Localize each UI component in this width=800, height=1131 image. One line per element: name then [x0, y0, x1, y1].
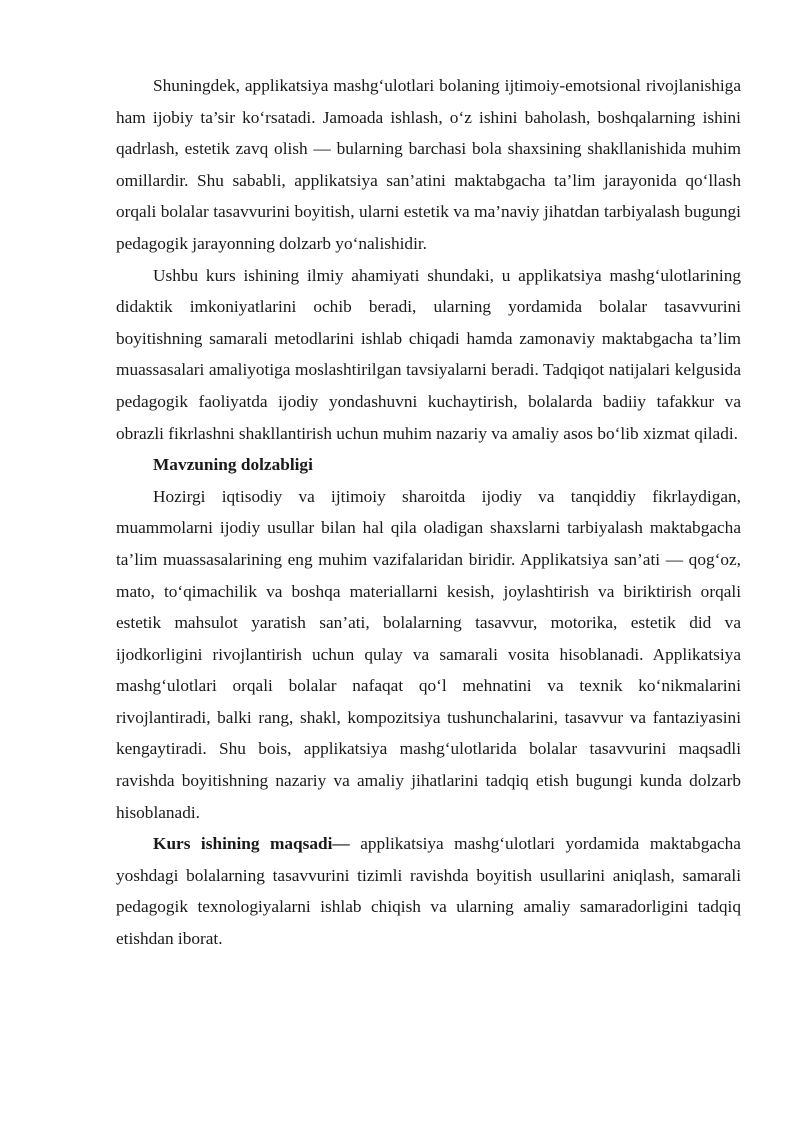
goal-lead-text: Kurs ishining maqsadi—: [153, 834, 350, 854]
paragraph-scientific-significance: Ushbu kurs ishining ilmiy ahamiyati shundaki, u applikatsiya mashg‘ulotlarining didaktik imkoniyatlarini ochib beradi, ularning yordamida bolalar tasavvurini boyitishning samarali metodlarini ishlab chiqadi hamda zamonaviy maktabgacha ta’lim muassasalari amaliyotiga moslashtirilgan tavsiyalarni beradi. Tadqiqot natijalari kelgusida pedagogik faoliyatda ijodiy yondashuvni kuchaytirish, bolalarda badiiy tafakkur va obrazli fikrlashni shakllantirish uchun muhim nazariy va amaliy asos bo‘lib xizmat qiladi.: [116, 265, 741, 443]
section-heading-relevance: Mavzuning dolzabligi: [153, 455, 313, 475]
paragraph-relevance: Hozirgi iqtisodiy va ijtimoiy sharoitda ijodiy va tanqiddiy fikrlaydigan, muammolarni ijodiy usullar bilan hal qila oladigan shaxslarni tarbiyalash maktabgacha ta’lim muassasalarining eng muhim vazifalaridan biridir. Applikatsiya san’ati — qog‘oz, mato, to‘qimachilik va boshqa materiallarni kesish, joylashtirish va biriktirish orqali estetik mahsulot yaratish san’ati, bolalarning tasavvur, motorika, estetik did va ijodkorligini rivojlantirish uchun qulay va samarali vosita hisoblanadi. Applikatsiya mashg‘ulotlari orqali bolalar nafaqat qo‘l mehnatini va texnik ko‘nikmalarini rivojlantiradi, balki rang, shakl, kompozitsiya tushunchalarini, tasavvur va fantaziyasini kengaytiradi. Shu bois, applikatsiya mashg‘ulotlarida bolalar tasavvurini maqsadli ravishda boyitishning nazariy va amaliy jihatlarini tadqiq etish bugungi kunda dolzarb hisoblanadi.: [116, 486, 741, 822]
paragraph-goal: [116, 828, 741, 954]
paragraph-social-emotional: Shuningdek, applikatsiya mashg‘ulotlari bolaning ijtimoiy-emotsional rivojlanishiga ham ijobiy ta’sir ko‘rsatadi. Jamoada ishlash, o‘z ishini baholash, boshqalarning ishini qadrlash, estetik zavq olish — bularning barchasi bola shaxsining shakllanishida muhim omillardir. Shu sababli, applikatsiya san’atini maktabgacha ta’lim jarayonida qo‘llash orqali bolalar tasavvurini boyitish, ularni estetik va ma’naviy jihatdan tarbiyalash bugungi pedagogik jarayonning dolzarb yo‘nalishidir.: [116, 76, 741, 253]
document-page: [116, 70, 741, 955]
goal-body-text: applikatsiya mashg‘ulotlari yordamida maktabgacha yoshdagi bolalarning tasavvurini tizimli ravishda boyitish usullarini aniqlash, samarali pedagogik texnologiyalarni ishlab chiqish va ularning amaliy samaradorligini tadqiq etishdan iborat.: [116, 834, 741, 949]
